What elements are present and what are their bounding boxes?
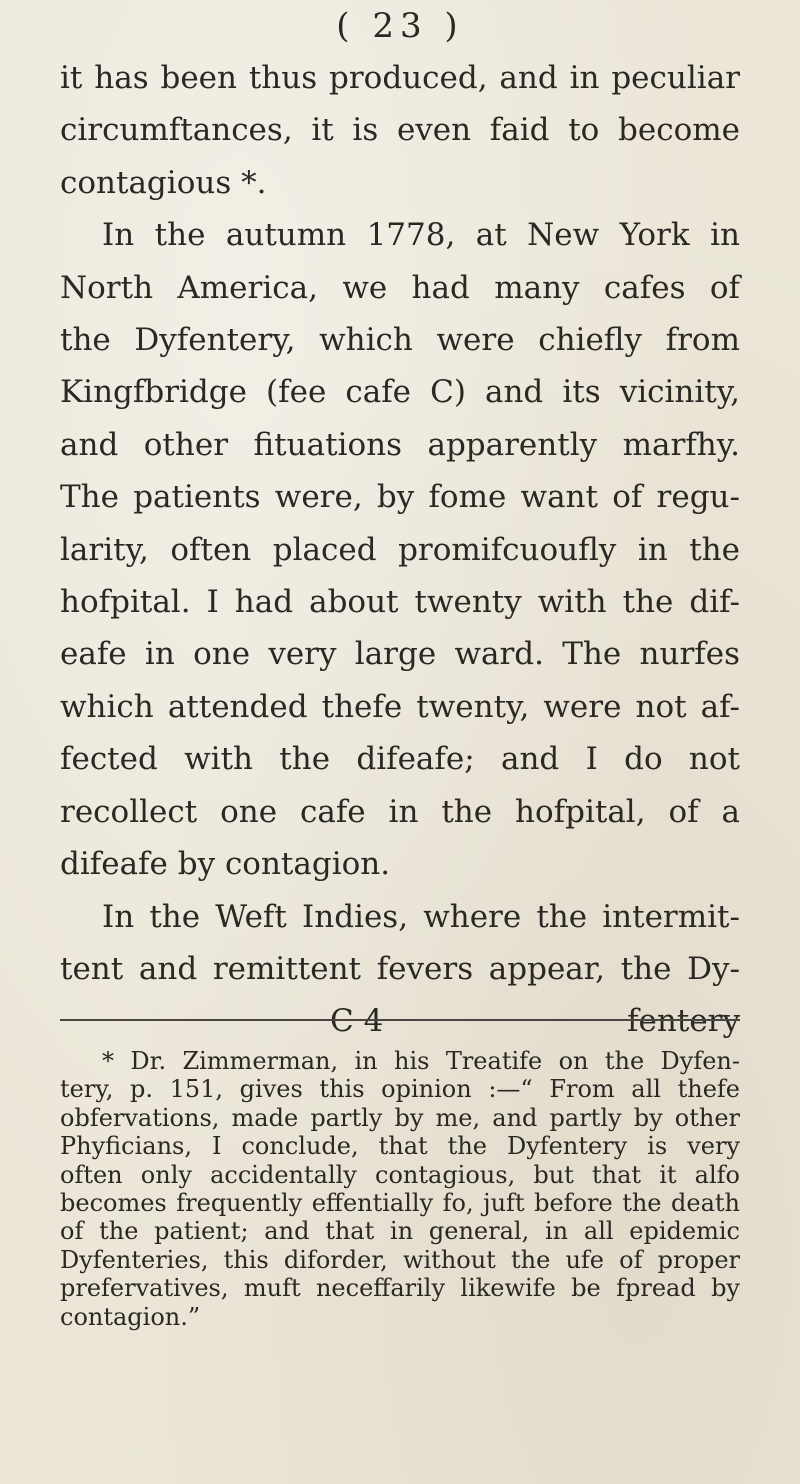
footnote-line: * Dr. Zimmerman, in his Treatife on the Dyfen- <box>102 1047 740 1075</box>
text-line: recollect one cafe in the hofpital, of a <box>60 793 740 830</box>
text-line: North America, we had many cafes of <box>60 269 740 306</box>
footnote <box>60 1047 740 1331</box>
footnote-line: Phyficians, I conclude, that the Dyfentery is very <box>60 1132 740 1161</box>
text-line: In the autumn 1778, at New York in <box>102 217 740 254</box>
footnote-line: becomes frequently effentially fo, juft before the death <box>60 1189 740 1218</box>
footnote-line: prefervatives, muft neceffarily likewife be fpread by <box>60 1274 740 1303</box>
text-line: hofpital. I had about twenty with the dif- <box>60 584 740 621</box>
footnote-line: of the patient; and that in general, in all epidemic <box>60 1217 740 1246</box>
text-line: difeafe by contagion. <box>60 846 391 883</box>
text-line: larity, often placed promifcuoufly in the <box>60 531 740 568</box>
text-line: it has been thus produced, and in peculiar <box>60 60 740 96</box>
signature-mark: C 4 <box>330 1003 384 1040</box>
footnote-line: Dyfenteries, this diforder, without the ufe of proper <box>60 1245 740 1274</box>
text-line: circumftances, it is even faid to become <box>60 112 740 149</box>
text-line: and other fituations apparently marfhy. <box>60 426 740 463</box>
text-line: The patients were, by fome want of regu- <box>60 479 740 516</box>
signature-line <box>60 995 740 1047</box>
text-line: which attended thefe twenty, were not af- <box>60 688 740 725</box>
text-line: In the Weft Indies, where the intermit- <box>102 898 740 935</box>
text-line: Kingfbridge (fee cafe C) and its vicinity, <box>60 374 740 411</box>
text-line: fected with the difeafe; and I do not <box>60 741 740 778</box>
text-line: contagious *. <box>60 164 267 201</box>
main-text <box>60 52 740 1048</box>
text-line: eafe in one very large ward. The nurfes <box>60 636 740 673</box>
text-line: the Dyfentery, which were chiefly from <box>60 322 740 359</box>
footnote-rule <box>60 1019 740 1021</box>
page-number: ( 23 ) <box>336 6 464 46</box>
text-line: tent and remittent fevers appear, the Dy- <box>60 950 740 987</box>
footnote-line: often only accidentally contagious, but that it alfo <box>60 1160 740 1189</box>
footnote-line: tery, p. 151, gives this opinion :—“ From all thefe <box>60 1075 740 1104</box>
footnote-line: obfervations, made partly by me, and partly by other <box>60 1103 740 1132</box>
catchword: fentery <box>627 1003 740 1040</box>
footnote-line: contagion.” <box>60 1302 201 1331</box>
